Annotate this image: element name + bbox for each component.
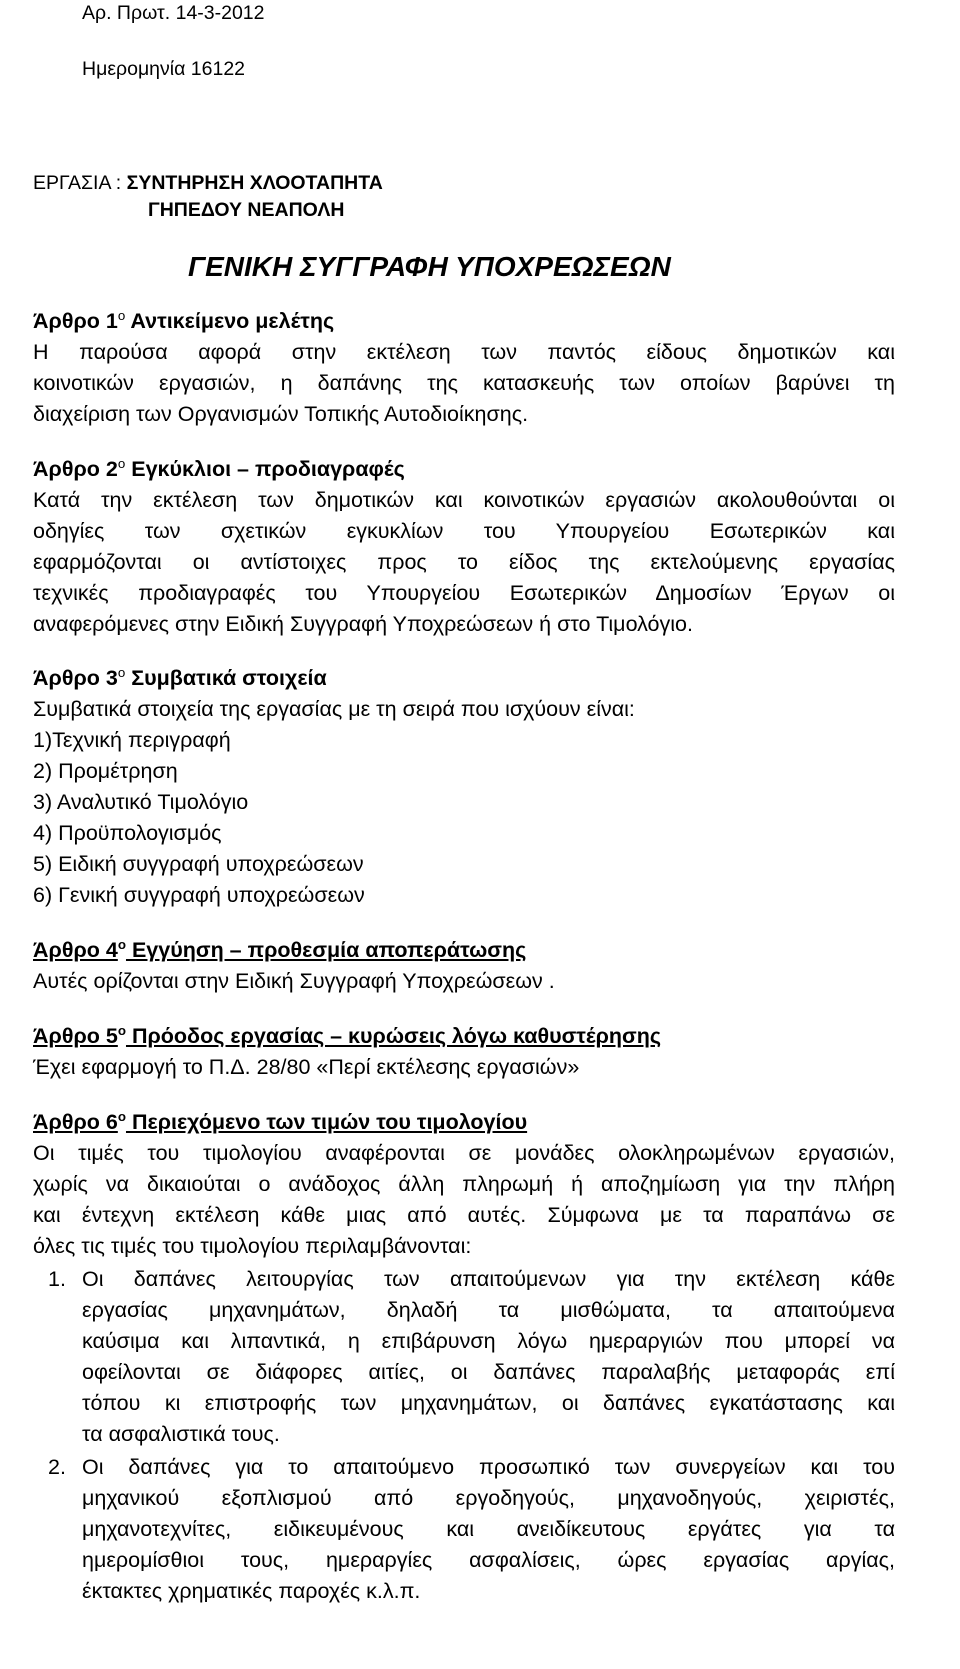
article-6-line: χωρίς να δικαιούται ο ανάδοχος άλλη πληρωμή ή αποζημίωση για την πλήρη [33, 1172, 895, 1196]
project-title-line1: ΣΥΝΤΗΡΗΣΗ ΧΛΟΟΤΑΠΗΤΑ [126, 172, 383, 194]
list-item-number: 2. [48, 1455, 66, 1479]
list-item-line: εργασίας μηχανημάτων, δηλαδή τα μισθώματα, τα απαιτούμενα [82, 1298, 895, 1322]
article-3-line: 4) Προϋπολογισμός [33, 821, 222, 845]
list-item-line: έκτακτες χρηματικές παροχές κ.λ.π. [82, 1579, 421, 1603]
article-2-line: αναφερόμενες στην Ειδική Συγγραφή Υποχρεώσεων ή στο Τιμολόγιο. [33, 612, 693, 636]
article-6-heading [33, 1106, 527, 1138]
article-3-line: Συμβατικά στοιχεία της εργασίας με τη σειρά που ισχύουν είναι: [33, 697, 635, 721]
article-4-prefix: Άρθρο 4 [33, 938, 118, 962]
list-item-line: μηχανοτεχνίτες, ειδικευμένους και ανειδίκευτους εργάτες για τα [82, 1517, 895, 1541]
article-2-sup: ο [117, 455, 126, 471]
article-3-line: 1)Τεχνική περιγραφή [33, 728, 231, 752]
article-3-prefix: Άρθρο 3 [33, 666, 118, 690]
article-6-line: όλες τις τιμές του τιμολογίου περιλαμβάνονται: [33, 1234, 472, 1258]
project-label: ΕΡΓΑΣΙΑ : [33, 172, 127, 194]
article-1-line: Η παρούσα αφορά στην εκτέλεση των παντός είδους δημοτικών και [33, 340, 895, 364]
article-4-title: Εγγύηση – προθεσμία αποπεράτωσης [125, 938, 527, 962]
date-line: Ημερομηνία 16122 [82, 58, 246, 80]
article-2-line: τεχνικές προδιαγραφές του Υπουργείου Εσωτερικών Δημοσίων Έργων οι [33, 581, 895, 605]
list-item-line: Οι δαπάνες λειτουργίας των απαιτούμενων για την εκτέλεση κάθε [82, 1267, 895, 1291]
list-item-line: τα ασφαλιστικά τους. [82, 1422, 280, 1446]
list-item-line: καύσιμα και λιπαντικά, η επιβάρυνση λόγω ημεραργιών που μπορεί να [82, 1329, 895, 1353]
article-5-heading [33, 1020, 661, 1052]
protocol-number: Αρ. Πρωτ. 14-3-2012 [82, 2, 265, 24]
project-heading [33, 170, 383, 196]
list-item-line: Οι δαπάνες για το απαιτούμενο προσωπικό των συνεργείων και του [82, 1455, 895, 1479]
article-5-sup: ο [117, 1022, 126, 1038]
article-1-sup: ο [117, 307, 126, 323]
article-1-title: Αντικείμενο μελέτης [125, 309, 335, 333]
article-2-title: Εγκύκλιοι – προδιαγραφές [125, 457, 405, 481]
article-3-heading [33, 662, 327, 694]
list-item-line: ημερομίσθιοι τους, ημεραργίες ασφαλίσεις, ώρες εργασίας αργίας, [82, 1548, 895, 1572]
article-4-sup: ο [117, 936, 126, 952]
article-5-title: Πρόοδος εργασίας – κυρώσεις λόγω καθυστέρησης [125, 1024, 662, 1048]
list-item-line: οφείλονται σε διάφορες αιτίες, οι δαπάνες παραλαβής μεταφοράς επί [82, 1360, 895, 1384]
article-6-sup: ο [117, 1108, 126, 1124]
article-6-line: Οι τιμές του τιμολογίου αναφέρονται σε μονάδες ολοκληρωμένων εργασιών, [33, 1141, 895, 1165]
article-3-line: 3) Αναλυτικό Τιμολόγιο [33, 790, 249, 814]
article-2-heading [33, 453, 405, 485]
article-2-prefix: Άρθρο 2 [33, 457, 118, 481]
list-item-line: τόπου κι επιστροφής των μηχανημάτων, οι δαπάνες εγκατάστασης και [82, 1391, 895, 1415]
project-title-line2: ΓΗΠΕΔΟΥ ΝΕΑΠΟΛΗ [148, 199, 345, 221]
article-2-line: οδηγίες των σχετικών εγκυκλίων του Υπουργείου Εσωτερικών και [33, 519, 895, 543]
article-5-line: Έχει εφαρμογή το Π.Δ. 28/80 «Περί εκτέλεσης εργασιών» [33, 1055, 580, 1079]
article-3-title: Συμβατικά στοιχεία [125, 666, 327, 690]
article-1-prefix: Άρθρο 1 [33, 309, 118, 333]
article-6-line: και έντεχνη εκτέλεση κάθε μιας από αυτές. Σύμφωνα με τα παραπάνω σε [33, 1203, 895, 1227]
article-5-prefix: Άρθρο 5 [33, 1024, 118, 1048]
article-3-line: 6) Γενική συγγραφή υποχρεώσεων [33, 883, 365, 907]
article-6-prefix: Άρθρο 6 [33, 1110, 118, 1134]
list-item-line: μηχανικού εξοπλισμού από εργοδηγούς, μηχανοδηγούς, χειριστές, [82, 1486, 895, 1510]
article-1-line: κοινοτικών εργασιών, η δαπάνης της κατασκευής των οποίων βαρύνει τη [33, 371, 895, 395]
article-1-line: διαχείριση των Οργανισμών Τοπικής Αυτοδιοίκησης. [33, 402, 529, 426]
article-2-line: εφαρμόζονται οι αντίστοιχες προς το είδος της εκτελούμενης εργασίας [33, 550, 895, 574]
article-6-title: Περιεχόμενο των τιμών του τιμολογίου [125, 1110, 528, 1134]
article-4-line: Αυτές ορίζονται στην Ειδική Συγγραφή Υποχρεώσεων . [33, 969, 555, 993]
article-2-line: Κατά την εκτέλεση των δημοτικών και κοινοτικών εργασιών ακολουθούνται οι [33, 488, 895, 512]
article-3-line: 2) Προμέτρηση [33, 759, 178, 783]
document-title: ΓΕΝΙΚΗ ΣΥΓΓΡΑΦΗ ΥΠΟΧΡΕΩΣΕΩΝ [188, 251, 671, 282]
article-3-sup: ο [117, 664, 126, 680]
article-1-heading [33, 305, 334, 337]
article-4-heading [33, 934, 526, 966]
list-item-number: 1. [48, 1267, 66, 1291]
article-3-line: 5) Ειδική συγγραφή υποχρεώσεων [33, 852, 364, 876]
